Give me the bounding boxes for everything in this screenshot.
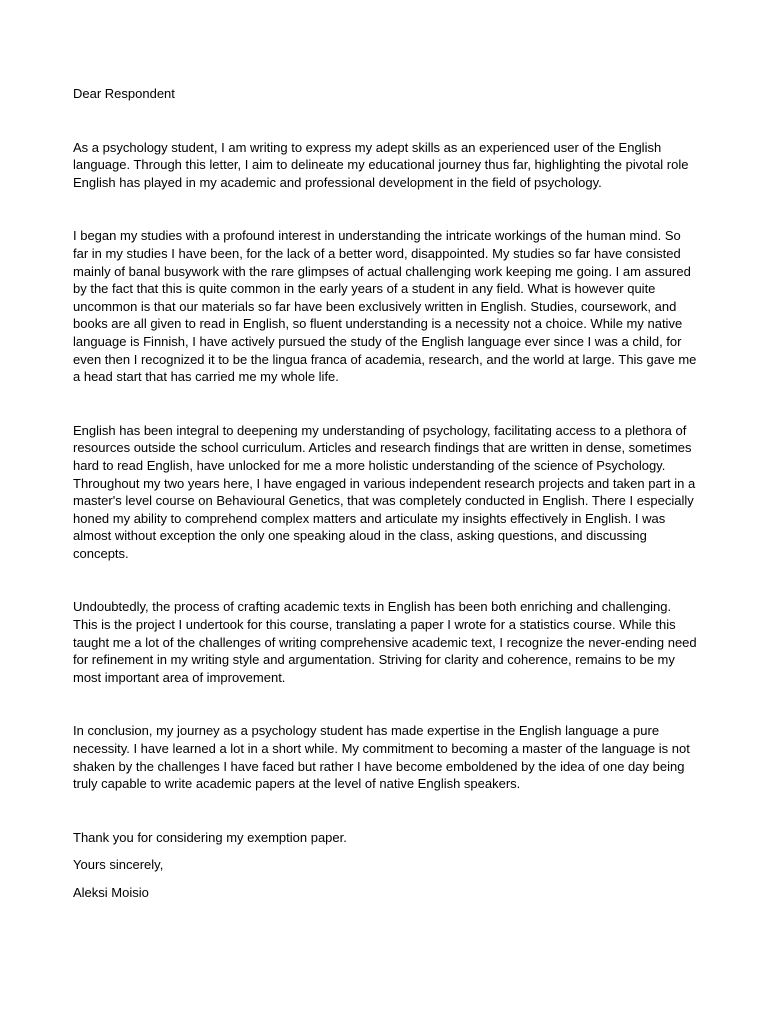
paragraph-conclusion: In conclusion, my journey as a psychology student has made expertise in the English language a pure necessity. I have learned a lot in a short while. My commitment to becoming a master of the language is not shaken by the challenges I have faced but rather I have become emboldened by the idea of one day being truly capable to write academic papers at the level of native English speakers.	[73, 723, 690, 792]
letter-greeting: Dear Respondent	[73, 86, 175, 101]
paragraph-studies: I began my studies with a profound interest in understanding the intricate workings of the human mind. So far in my studies I have been, for the lack of a better word, disappointed. My studies so far have consisted mainly of banal busywork with the rare glimpses of actual challenging work keeping me going. I am assured by the fact that this is quite common in the early years of a student in any field. What is however quite uncommon is that our materials so far have been exclusively written in English. Studies, coursework, and books are all given to read in English, so fluent understanding is a necessity not a choice. While my native language is Finnish, I have actively pursued the study of the English language ever since I was a child, for even then I recognized it to be the lingua franca of academia, research, and the world at large. This gave me a head start that has carried me my whole life.	[73, 228, 697, 385]
paragraph-introduction: As a psychology student, I am writing to express my adept skills as an experienced user of the English language. Through this letter, I aim to delineate my educational journey thus far, highlighting the pivotal role English has played in my academic and professional development in the field of psychology.	[73, 139, 689, 190]
paragraph-academic-texts: Undoubtedly, the process of crafting academic texts in English has been both enriching and challenging. This is the project I undertook for this course, translating a paper I wrote for a statistics course. While this taught me a lot of the challenges of writing comprehensive academic text, I recognize the never-ending need for refinement in my writing style and argumentation. Striving for clarity and coherence, remains to be my most important area of improvement.	[73, 599, 697, 685]
letter-body	[73, 85, 698, 912]
letter-sign-off: Yours sincerely,	[73, 857, 164, 873]
letter-thanks: Thank you for considering my exemption paper.	[73, 829, 347, 845]
letter-signature: Aleksi Moisio	[73, 885, 149, 900]
paragraph-english-integral: English has been integral to deepening my understanding of psychology, facilitating access to a plethora of resources outside the school curriculum. Articles and research findings that are written in dense, sometimes hard to read English, have unlocked for me a more holistic understanding of the science of Psychology. Throughout my two years here, I have engaged in various independent research projects and taken part in a master's level course on Behavioural Genetics, that was completely conducted in English. There I especially honed my ability to comprehend complex matters and articulate my insights effectively in English. I was almost without exception the only one speaking aloud in the class, asking questions, and discussing concepts.	[73, 422, 696, 561]
